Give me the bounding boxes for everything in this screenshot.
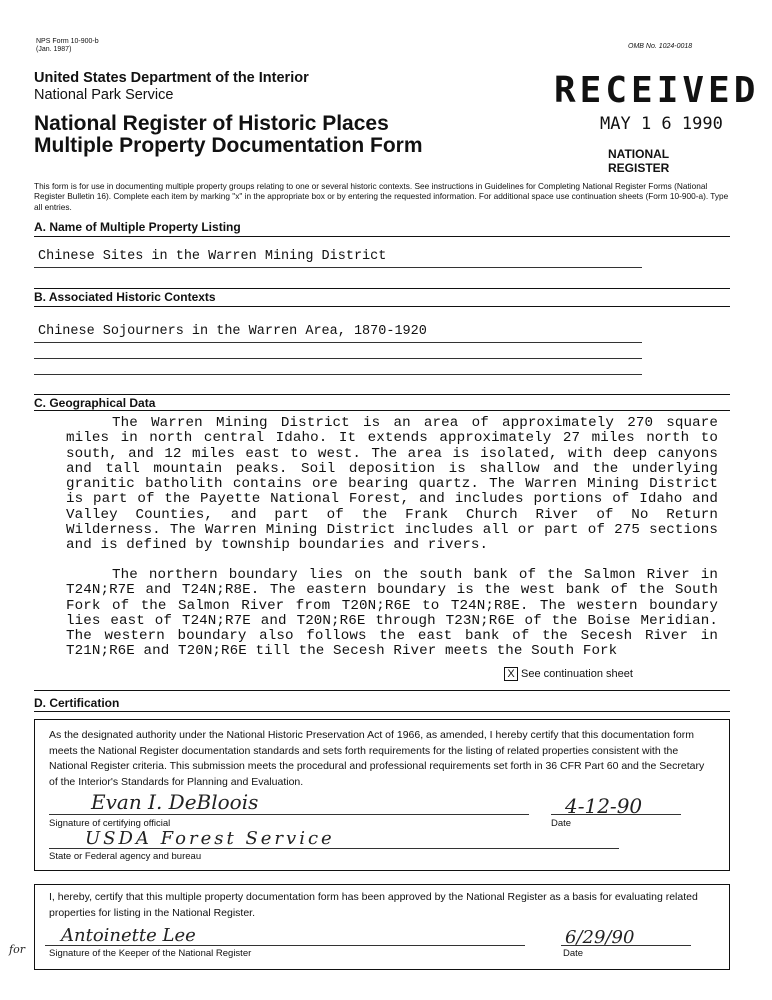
stamp-register: REGISTER — [608, 161, 670, 175]
certifying-signature[interactable]: Evan I. DeBloois — [91, 790, 259, 814]
stamp-received-text: RECEIVED — [554, 70, 760, 111]
received-stamp — [554, 70, 760, 180]
form-date: (Jan. 1987) — [36, 46, 72, 53]
continuation-label: See continuation sheet — [521, 668, 633, 680]
certification-box — [34, 719, 730, 871]
keeper-label: Signature of the Keeper of the National Register — [49, 948, 252, 959]
keeper-date-label: Date — [563, 948, 584, 959]
certification-text: As the designated authority under the National Historic Preservation Act of 1966, as amended, I hereby certify that this documentation form meets the National Register documentation standards and sets forth requirements for the listing of related properties consistent with the National Register criteria. This submission meets the procedural and professional requirements set forth in 36 CFR Part 60 and the Secretary of the Interior's Standards for Planning and Evaluation. — [49, 729, 705, 788]
section-d-label: D. Certification — [34, 696, 120, 710]
keeper-signature[interactable]: Antoinette Lee — [61, 925, 196, 946]
certifying-date[interactable]: 4-12-90 — [565, 794, 643, 818]
continuation-checkbox[interactable]: X — [504, 667, 518, 681]
department: United States Department of the Interior — [34, 70, 309, 86]
keeper-for: for — [9, 943, 25, 956]
agency-field[interactable]: USDA Forest Service — [85, 828, 335, 849]
geographical-paragraph-1: The Warren Mining District is an area of approximately 270 square miles in north central Idaho. It extends approximately 27 miles north to south, and 12 miles east to west. The area is isolated, with deep canyons and tall mountain peaks. Soil deposition is shallow and the underlying granitic batholith contains ore bearing quartz. The Warren Mining District is part of the Payette National Forest, and includes portions of Idaho and Valley Counties, and part of the Frank Church River of No Return Wilderness. The Warren Mining District includes all or part of 275 sections and is defined by township boundaries and rivers. — [66, 415, 718, 554]
section-a-label: A. Name of Multiple Property Listing — [34, 220, 241, 234]
keeper-date[interactable]: 6/29/90 — [565, 927, 635, 948]
keeper-text: I, hereby, certify that this multiple property documentation form has been approved by the National Register as a basis for evaluating related properties for listing in the National Register. — [49, 891, 698, 919]
service: National Park Service — [34, 87, 174, 103]
omb-number: OMB No. 1024-0018 — [628, 43, 693, 50]
property-name-field[interactable]: Chinese Sites in the Warren Mining District — [38, 249, 387, 264]
page-title: National Register of Historic Places — [34, 112, 389, 135]
section-c-label: C. Geographical Data — [34, 396, 156, 410]
signature-label: Signature of certifying official — [49, 818, 171, 829]
stamp-date: MAY 1 6 1990 — [600, 114, 723, 134]
page-subtitle: Multiple Property Documentation Form — [34, 134, 423, 157]
keeper-box — [9, 884, 730, 970]
agency-label: State or Federal agency and bureau — [49, 851, 202, 862]
historic-context-field[interactable]: Chinese Sojourners in the Warren Area, 1870-1920 — [38, 324, 427, 339]
date-label: Date — [551, 818, 572, 829]
section-b-label: B. Associated Historic Contexts — [34, 290, 216, 304]
instructions: This form is for use in documenting multiple property groups relating to one or several historic contexts. See instructions in Guidelines for Completing National Register Forms (National Register Bulletin 16). Complete each item by marking "x" in the appropriate box or by entering the requested information. For additional space use continuation sheets (Form 10-900-a). Type all entries. — [34, 181, 729, 212]
geographical-paragraph-2: The northern boundary lies on the south bank of the Salmon River in T24N;R7E and T24N;R8E. The eastern boundary is the west bank of the South Fork of the Salmon River from T20N;R6E to T24N;R8E. The western boundary lies east of T24N;R7E and T20N;R6E through T23N;R6E of the Boise Meridian. The western boundary also follows the east bank of the Secesh River in T21N;R6E and T20N;R6E till the Secesh River meets the South Fork — [66, 567, 718, 660]
form-number: NPS Form 10-900-b — [36, 38, 99, 45]
stamp-national: NATIONAL — [608, 147, 670, 161]
